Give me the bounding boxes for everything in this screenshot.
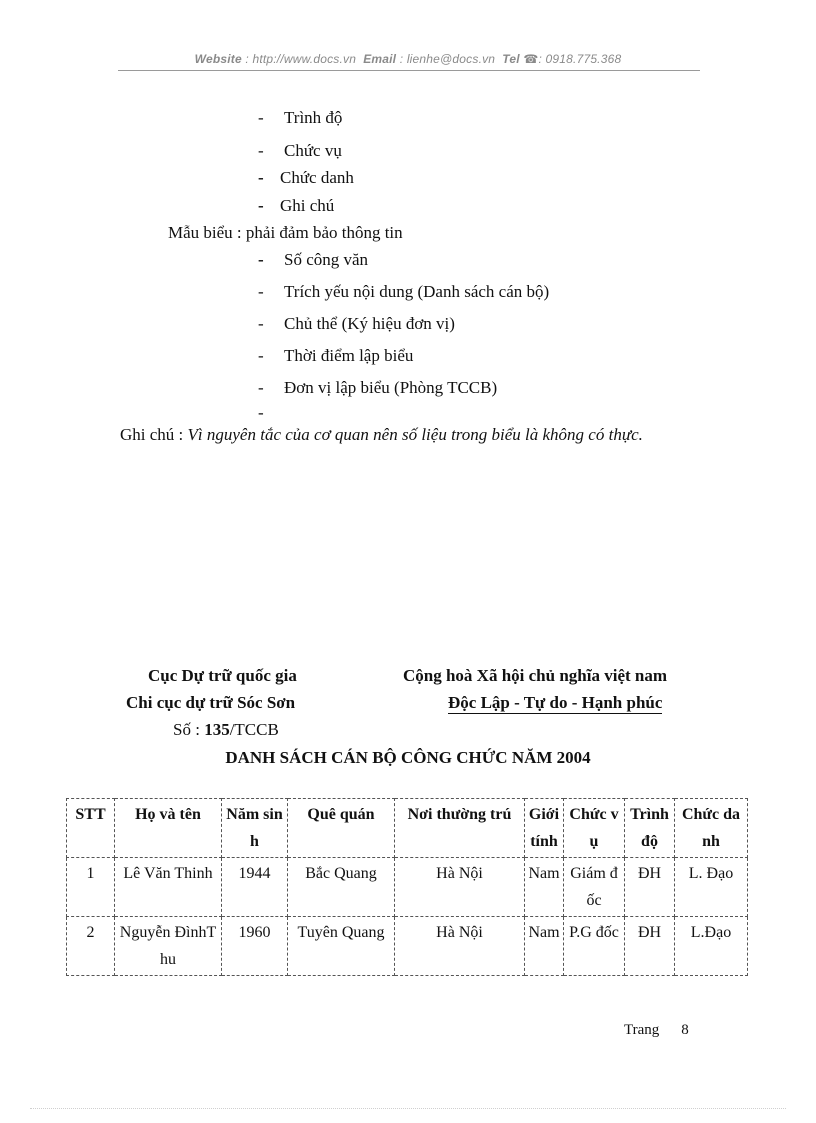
column-header-birth-year: Năm sinh <box>222 799 288 858</box>
column-header-hometown: Quê quán <box>288 799 395 858</box>
page-header <box>0 52 816 66</box>
nation-motto <box>448 693 662 713</box>
column-header-gender: Giới tính <box>525 799 564 858</box>
tel-label: Tel <box>502 52 520 66</box>
dash-bullet-icon: - <box>258 403 264 422</box>
table-cell: 1960 <box>222 917 288 976</box>
email-value[interactable]: : lienhe@docs.vn <box>399 52 496 66</box>
column-header-education: Trình độ <box>625 799 675 858</box>
list-item <box>258 403 284 423</box>
list-item <box>258 282 549 302</box>
table-header-row <box>67 799 748 858</box>
page-number <box>624 1022 689 1039</box>
table-cell: Giám đốc <box>564 858 625 917</box>
list-item-text: Chức danh <box>280 168 354 187</box>
list-item-text: Ghi chú <box>280 196 335 215</box>
email-label: Email <box>363 52 397 66</box>
column-header-name: Họ và tên <box>115 799 222 858</box>
list-item-text: Chức vụ <box>284 141 342 160</box>
doc-number <box>173 720 279 740</box>
staff-table <box>66 798 748 976</box>
footer-divider <box>30 1108 786 1109</box>
list-item-text: Trình độ <box>284 108 343 127</box>
doc-number-value: 135 <box>204 720 230 739</box>
table-row <box>67 917 748 976</box>
list-item-text: Chủ thể (Ký hiệu đơn vị) <box>284 314 455 333</box>
table-cell: Bắc Quang <box>288 858 395 917</box>
table-cell: Tuyên Quang <box>288 917 395 976</box>
table-cell: ĐH <box>625 917 675 976</box>
note-text: Vì nguyên tắc của cơ quan nên số liệu trong biểu là không có thực. <box>187 425 643 444</box>
dash-bullet-icon: - <box>258 314 264 333</box>
table-cell: 2 <box>67 917 115 976</box>
org-name: Cục Dự trữ quốc gia <box>148 666 297 685</box>
dash-bullet-icon: - <box>258 196 264 215</box>
sub-org-name: Chi cục dự trữ Sóc Sơn <box>126 693 296 712</box>
table-row <box>67 858 748 917</box>
page-number-label: Trang <box>624 1022 660 1038</box>
table-cell: 1944 <box>222 858 288 917</box>
table-cell: P.G đốc <box>564 917 625 976</box>
list-item-text: Trích yếu nội dung (Danh sách cán bộ) <box>284 282 550 301</box>
list-item <box>258 346 413 366</box>
page-number-value: 8 <box>681 1022 689 1038</box>
header-divider <box>118 70 700 71</box>
nation-motto-text: Độc Lập - Tự do - Hạnh phúc <box>448 693 663 712</box>
table-cell: Nam <box>525 858 564 917</box>
list-item <box>258 168 354 188</box>
phone-icon: ☎ <box>523 52 539 66</box>
table-cell: Nam <box>525 917 564 976</box>
dash-bullet-icon: - <box>258 378 264 397</box>
list-item <box>258 378 497 398</box>
table-cell: Hà Nội <box>395 917 525 976</box>
column-header-position: Chức vụ <box>564 799 625 858</box>
list-item-text: Thời điểm lập biểu <box>284 346 414 365</box>
doc-number-label: Số : <box>173 720 200 739</box>
list-item <box>258 141 342 161</box>
table-cell: Hà Nội <box>395 858 525 917</box>
dash-bullet-icon: - <box>258 168 264 187</box>
dash-bullet-icon: - <box>258 250 264 269</box>
table-cell: ĐH <box>625 858 675 917</box>
table-title: DANH SÁCH CÁN BỘ CÔNG CHỨC NĂM 2004 <box>225 748 591 767</box>
table-cell: L. Đạo <box>675 858 748 917</box>
column-header-title: Chức danh <box>675 799 748 858</box>
column-header-stt: STT <box>67 799 115 858</box>
list-item-text: Đơn vị lập biểu (Phòng TCCB) <box>284 378 498 397</box>
list-item <box>258 250 368 270</box>
list-item <box>258 108 342 128</box>
table-cell: 1 <box>67 858 115 917</box>
dash-bullet-icon: - <box>258 108 264 127</box>
website-label: Website <box>194 52 242 66</box>
dash-bullet-icon: - <box>258 282 264 301</box>
dash-bullet-icon: - <box>258 141 264 160</box>
dash-bullet-icon: - <box>258 346 264 365</box>
table-cell: Nguyễn ĐìnhThu <box>115 917 222 976</box>
list-item-text: Số công văn <box>284 250 369 269</box>
nation-title: Cộng hoà Xã hội chủ nghĩa việt nam <box>403 666 668 685</box>
table-cell: L.Đạo <box>675 917 748 976</box>
note-label: Ghi chú : <box>120 425 184 444</box>
note <box>120 425 643 445</box>
column-header-residence: Nơi thường trú <box>395 799 525 858</box>
list-item <box>258 314 455 334</box>
table-cell: Lê Văn Thinh <box>115 858 222 917</box>
form-intro: Mẫu biểu : phải đảm bảo thông tin <box>168 223 403 242</box>
website-value[interactable]: : http://www.docs.vn <box>245 52 357 66</box>
list-item <box>258 196 334 216</box>
tel-value: : 0918.775.368 <box>538 52 622 66</box>
doc-number-suffix: /TCCB <box>229 720 279 739</box>
